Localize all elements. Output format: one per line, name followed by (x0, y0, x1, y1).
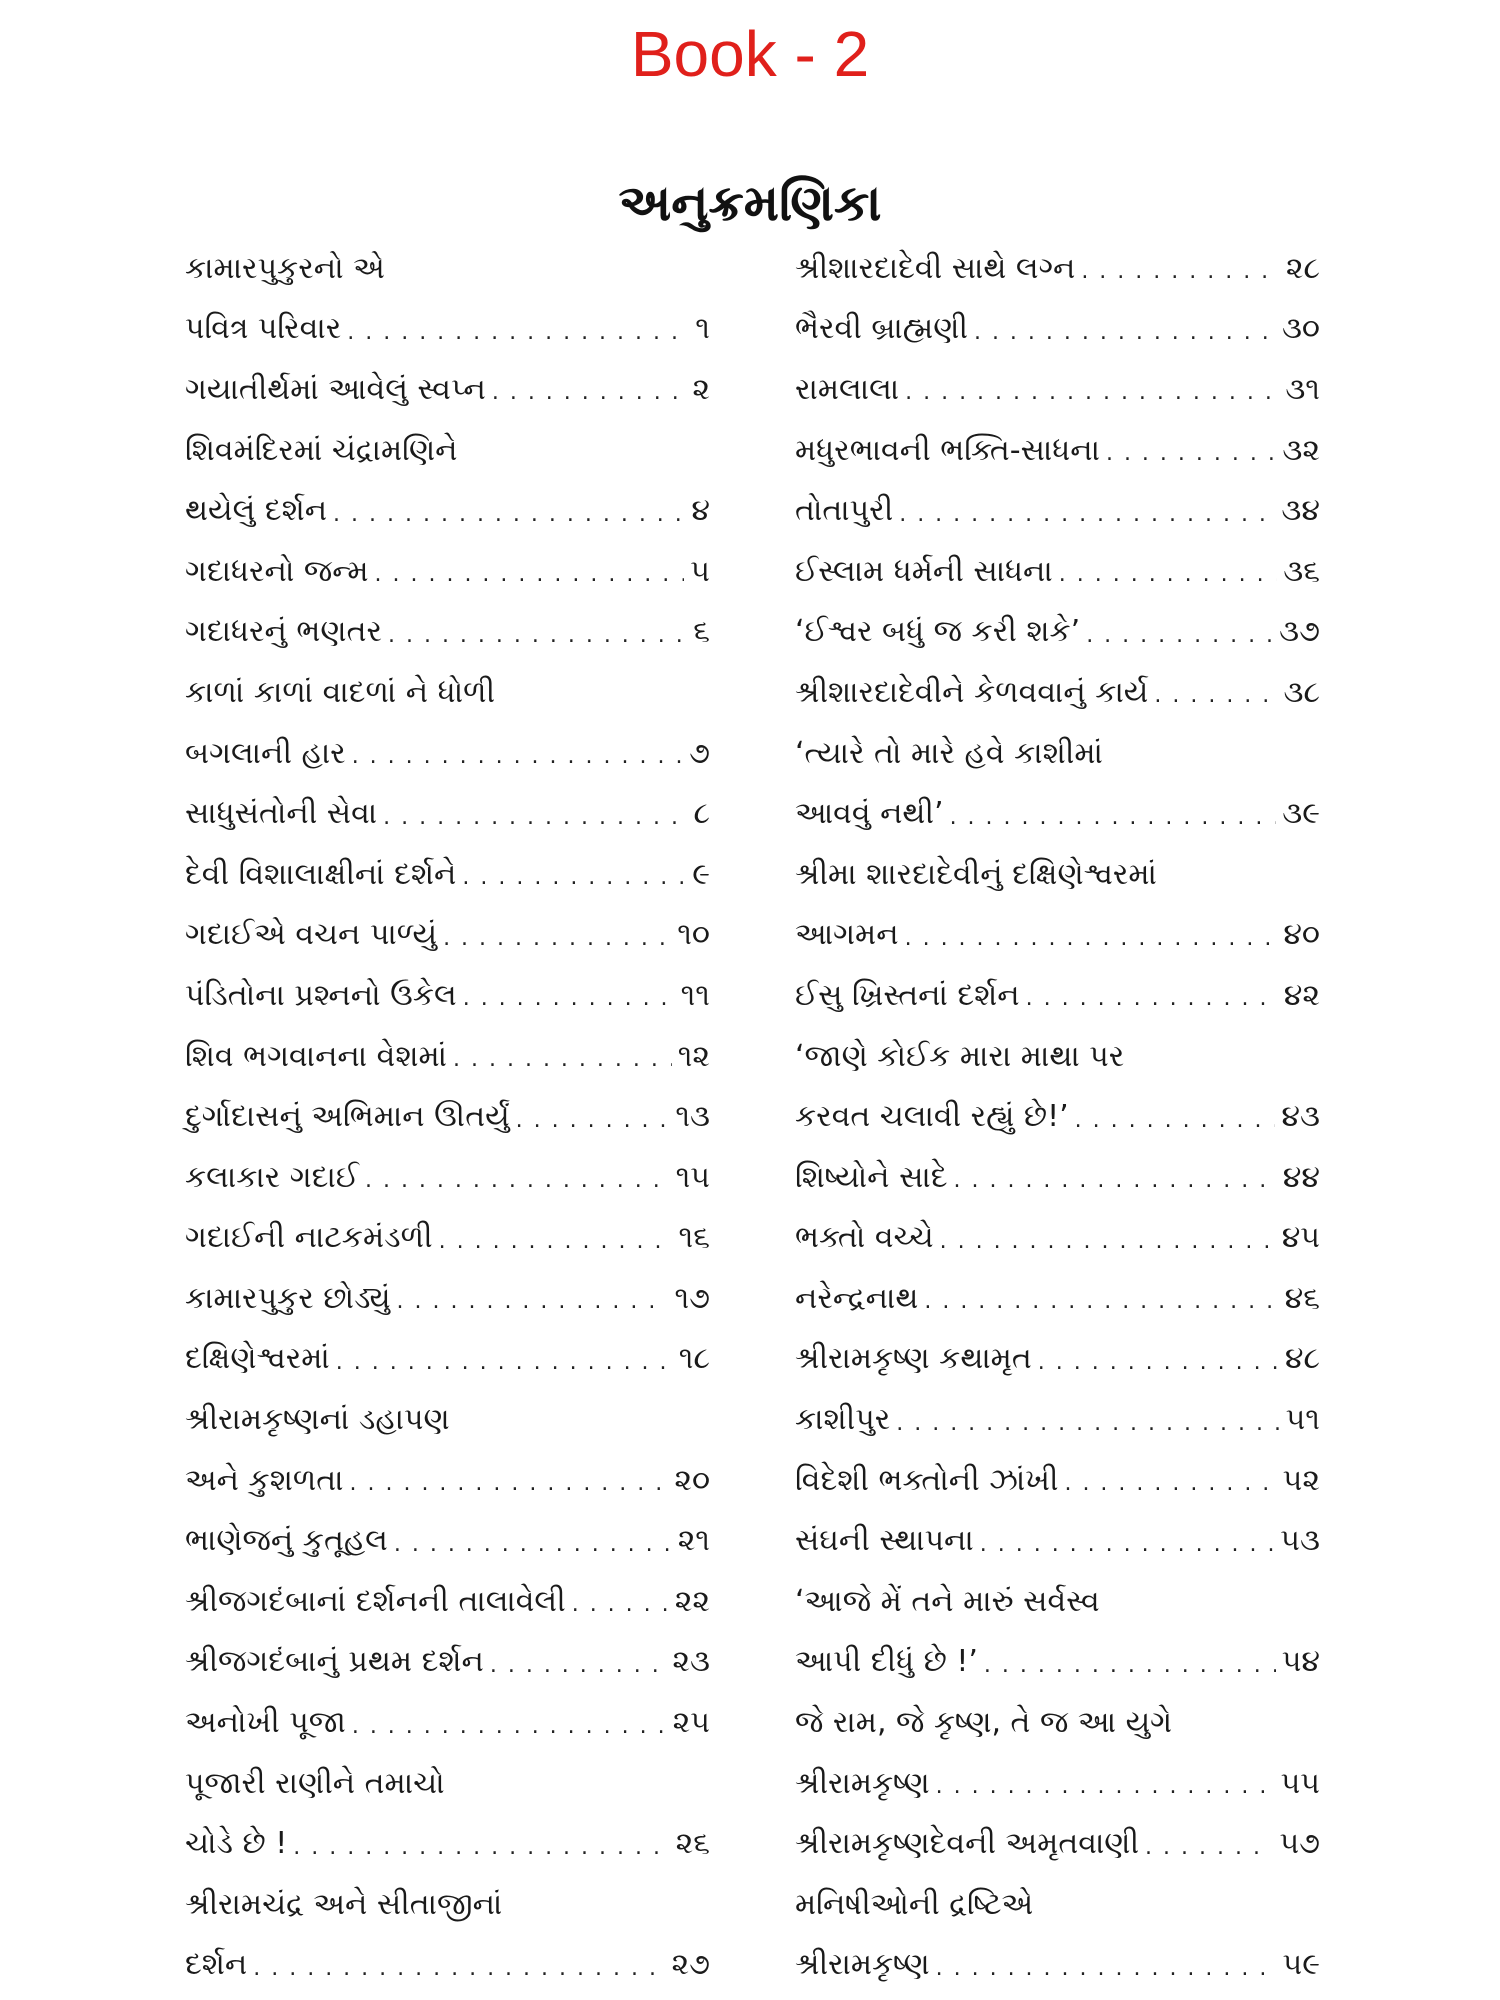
toc-entry-page: ૨૭ (671, 1947, 710, 1983)
toc-entry (185, 299, 710, 360)
toc-left-column (185, 238, 710, 1995)
toc-entry-title: પૂજારી રાણીને તમાચો (185, 1765, 445, 1801)
toc-entry-page: ૮ (693, 796, 710, 832)
dot-leader (1106, 432, 1276, 468)
toc-entry (795, 1389, 1320, 1450)
toc-entry-title: શ્રીરામકૃષ્ણ (795, 1765, 930, 1801)
toc-entry-page: ૨૧ (677, 1523, 710, 1559)
dot-leader (375, 553, 685, 589)
dot-leader (984, 1644, 1276, 1680)
toc-entry-title: શ્રીશારદાદેવીને કેળવવાનું કાર્ય (795, 674, 1149, 710)
toc-entry-title: શિવ ભગવાનના વેશમાં (185, 1038, 448, 1074)
toc-entry (185, 1753, 710, 1814)
dot-leader (1145, 1826, 1273, 1862)
toc-entry-page: ૧૬ (678, 1220, 710, 1256)
dot-leader (950, 796, 1277, 832)
toc-entry-page: ૪ (691, 493, 710, 529)
toc-entry (185, 480, 710, 541)
toc-entry-page: ૧૦ (677, 917, 710, 953)
dot-leader (347, 311, 689, 347)
toc-entry-title: સાધુસંતોની સેવા (185, 796, 378, 832)
toc-entry-page: ૧૩ (675, 1099, 710, 1135)
toc-entry-title: જે રામ, જે કૃષ્ણ, તે જ આ યુગે (795, 1705, 1173, 1741)
toc-entry-page: ૫૯ (1282, 1947, 1320, 1983)
toc-entry-title: શ્રીજગદંબાનાં દર્શનની તાલાવેલી (185, 1583, 566, 1619)
dot-leader (388, 614, 687, 650)
toc-entry-page: ૬ (693, 614, 710, 650)
toc-entry-title: શ્રીરામકૃષ્ણ (795, 1947, 930, 1983)
toc-entry (795, 1692, 1320, 1753)
toc-entry-page: ૧૫ (675, 1159, 710, 1195)
dot-leader (1064, 1462, 1276, 1498)
toc-entry (185, 1571, 710, 1632)
dot-leader (462, 856, 686, 892)
dot-leader (940, 1220, 1276, 1256)
dot-leader (333, 493, 685, 529)
toc-entry (185, 662, 710, 723)
toc-entry (795, 238, 1320, 299)
toc-entry-title: પવિત્ર પરિવાર (185, 311, 342, 347)
toc-right-column (795, 238, 1320, 1995)
dot-leader (905, 917, 1278, 953)
toc-entry-page: ૨૮ (1285, 250, 1320, 286)
toc-entry-page: ૪૦ (1283, 917, 1320, 953)
dot-leader (896, 1402, 1279, 1438)
toc-entry (185, 1026, 710, 1087)
toc-entry-title: અને કુશળતા (185, 1462, 344, 1498)
toc-entry-page: ૨૦ (674, 1462, 710, 1498)
toc-entry-page: ૯ (692, 856, 710, 892)
toc-entry-title: આપી દીધું છે !’ (795, 1644, 978, 1680)
toc-entry (185, 1813, 710, 1874)
toc-entry-page: ૪૬ (1284, 1280, 1320, 1316)
toc-entry (185, 1510, 710, 1571)
dot-leader (899, 493, 1275, 529)
toc-entry-page: ૨ (692, 371, 710, 407)
dot-leader (516, 1099, 670, 1135)
dot-leader (253, 1947, 665, 1983)
toc-entry-page: ૧૮ (678, 1341, 710, 1377)
toc-entry-title: શિષ્યોને સાદે (795, 1159, 948, 1195)
toc-entry-title: ‘જાણે કોઈક મારા માથા પર (795, 1038, 1125, 1074)
toc-entry (185, 541, 710, 602)
toc-entry-page: ૭ (689, 735, 710, 771)
dot-leader (1075, 1099, 1276, 1135)
toc-entry (185, 1147, 710, 1208)
toc-entry (185, 1208, 710, 1269)
toc-entry-title: દક્ષિણેશ્વરમાં (185, 1341, 330, 1377)
dot-leader (980, 1523, 1275, 1559)
dot-leader (936, 1765, 1275, 1801)
toc-entry-title: નરેન્દ્રનાથ (795, 1280, 919, 1316)
dot-leader (936, 1947, 1277, 1983)
dot-leader (350, 1462, 669, 1498)
dot-leader (352, 735, 683, 771)
toc-entry-title: ‘ત્યારે તો મારે હવે કાશીમાં (795, 735, 1103, 771)
toc-entry-page: ૫૨ (1282, 1462, 1320, 1498)
dot-leader (572, 1583, 669, 1619)
toc-entry (795, 299, 1320, 360)
dot-leader (453, 1038, 672, 1074)
toc-entry-title: વિદેશી ભક્તોની ઝાંખી (795, 1462, 1059, 1498)
toc-entry-page: ૧ (695, 311, 710, 347)
dot-leader (490, 1644, 667, 1680)
toc-entry-title: ‘ઈશ્વર બધું જ કરી શકે’ (795, 614, 1081, 650)
toc-entry (795, 1268, 1320, 1329)
toc-entry (185, 1692, 710, 1753)
dot-leader (293, 1826, 669, 1862)
toc-entry (185, 1086, 710, 1147)
toc-entry-title: તોતાપુરી (795, 493, 894, 529)
toc-entry (185, 844, 710, 905)
toc-entry (185, 905, 710, 966)
toc-entry-title: શ્રીરામકૃષ્ણદેવની અમૃતવાણી (795, 1826, 1140, 1862)
toc-entry (795, 1026, 1320, 1087)
toc-entry (185, 359, 710, 420)
toc-entry (795, 965, 1320, 1026)
toc-entry (185, 420, 710, 481)
dot-leader (352, 1705, 667, 1741)
toc-entry-page: ૩૧ (1285, 371, 1320, 407)
toc-entry (795, 905, 1320, 966)
toc-entry-title: રામલાલા (795, 371, 900, 407)
toc-entry (795, 1329, 1320, 1390)
dot-leader (365, 1159, 670, 1195)
toc-entry (185, 723, 710, 784)
toc-entry (795, 1813, 1320, 1874)
toc-entry (185, 1632, 710, 1693)
dot-leader (383, 796, 687, 832)
toc-entry-title: ગદાધરનું ભણતર (185, 614, 382, 650)
toc-entry (185, 1268, 710, 1329)
toc-entry-title: કરવત ચલાવી રહ્યું છે!’ (795, 1099, 1069, 1135)
toc-entry-page: ૩૭ (1279, 614, 1320, 650)
toc-entry-title: કામારપુકુર છોડ્યું (185, 1280, 391, 1316)
toc-entry (185, 965, 710, 1026)
toc-entry-title: કાળાં કાળાં વાદળાં ને ધોળી (185, 674, 496, 710)
dot-leader (463, 977, 675, 1013)
toc-entry (795, 480, 1320, 541)
toc-entry-title: સંઘની સ્થાપના (795, 1523, 974, 1559)
dot-leader (954, 1159, 1277, 1195)
toc-entry-title: ચોડે છે ! (185, 1826, 288, 1862)
toc-entry (795, 783, 1320, 844)
toc-entry (795, 1753, 1320, 1814)
toc-entry-title: ગદાઈએ વચન પાળ્યું (185, 917, 438, 953)
toc-entry-title: બગલાની હાર (185, 735, 346, 771)
toc-entry (795, 1874, 1320, 1935)
toc-entry-page: ૩૨ (1282, 432, 1320, 468)
toc-entry-title: ભૈરવી બ્રાહ્મણી (795, 311, 968, 347)
toc-entry-page: ૨૩ (672, 1644, 710, 1680)
toc-entry (795, 1450, 1320, 1511)
toc-entry-page: ૧૭ (674, 1280, 710, 1316)
dot-leader (492, 371, 687, 407)
toc-entry-page: ૧૨ (677, 1038, 710, 1074)
dot-leader (336, 1341, 673, 1377)
toc-entry (795, 359, 1320, 420)
toc-entry-page: ૨૨ (674, 1583, 710, 1619)
toc-entry (795, 1147, 1320, 1208)
toc-entry-title: ગદાઈની નાટકમંડળી (185, 1220, 433, 1256)
toc-entry-page: ૩૯ (1282, 796, 1320, 832)
toc-entry (185, 1935, 710, 1996)
toc-entry-title: કાશીપુર (795, 1402, 891, 1438)
toc-entry-title: અનોખી પૂજા (185, 1705, 346, 1741)
toc-entry-title: ઈસુ ખ્રિસ્તનાં દર્શન (795, 977, 1020, 1013)
page-title: અનુક્રમણિકા (618, 174, 882, 232)
dot-leader (439, 1220, 673, 1256)
dot-leader (924, 1280, 1278, 1316)
book-label: Book - 2 (630, 18, 870, 90)
toc-entry (185, 1329, 710, 1390)
toc-entry-page: ૧૧ (680, 977, 710, 1013)
toc-entry-title: આવવું નથી’ (795, 796, 944, 832)
toc-entry-page: ૪૮ (1284, 1341, 1320, 1377)
toc-entry-title: મનિષીઓની દ્રષ્ટિએ (795, 1886, 1034, 1922)
toc-entry (185, 602, 710, 663)
toc-entry (795, 1086, 1320, 1147)
toc-entry (795, 602, 1320, 663)
toc-entry-title: ઈસ્લામ ધર્મની સાધના (795, 553, 1053, 589)
toc-entry-page: ૪૪ (1282, 1159, 1320, 1195)
toc-entry (795, 1208, 1320, 1269)
toc-entry-page: ૪૩ (1281, 1099, 1320, 1135)
toc-entry-title: ભાણેજનું કુતૂહલ (185, 1523, 388, 1559)
toc-entry (795, 1510, 1320, 1571)
toc-entry (185, 1389, 710, 1450)
toc-entry-title: થયેલું દર્શન (185, 493, 328, 529)
dot-leader (394, 1523, 672, 1559)
dot-leader (1154, 674, 1277, 710)
toc-entry (185, 1874, 710, 1935)
toc-entry-page: ૫૫ (1280, 1765, 1320, 1801)
dot-leader (1059, 553, 1277, 589)
toc-entry (795, 1935, 1320, 1996)
toc-entry-title: દર્શન (185, 1947, 248, 1983)
toc-entry-page: ૩૦ (1281, 311, 1320, 347)
toc-entry (795, 1571, 1320, 1632)
dot-leader (974, 311, 1276, 347)
toc-entry-title: શ્રીમા શારદાદેવીનું દક્ષિણેશ્વરમાં (795, 856, 1157, 892)
toc-entry (795, 1632, 1320, 1693)
toc-entry-title: શ્રીજગદંબાનું પ્રથમ દર્શન (185, 1644, 484, 1680)
toc-entry (185, 238, 710, 299)
dot-leader (905, 371, 1279, 407)
dot-leader (1081, 250, 1280, 286)
toc-entry-title: ‘આજે મેં તને મારું સર્વસ્વ (795, 1583, 1100, 1619)
toc-entry-page: ૫૧ (1285, 1402, 1320, 1438)
toc-entry-title: કલાકાર ગદાઈ (185, 1159, 359, 1195)
toc-entry-title: ગયાતીર્થમાં આવેલું સ્વપ્ન (185, 371, 486, 407)
toc-entry-title: દેવી વિશાલાક્ષીનાં દર્શને (185, 856, 457, 892)
toc-entry-title: મધુરભાવની ભક્તિ-સાધના (795, 432, 1100, 468)
toc-entry-title: પંડિતોના પ્રશ્નનો ઉકેલ (185, 977, 457, 1013)
toc-entry-page: ૨૬ (675, 1826, 710, 1862)
toc-entry-title: ભક્તો વચ્ચે (795, 1220, 934, 1256)
toc-entry-page: ૪૨ (1283, 977, 1320, 1013)
toc-entry (185, 783, 710, 844)
toc-entry (795, 541, 1320, 602)
toc-entry-title: દુર્ગાદાસનું અભિમાન ઊતર્યું (185, 1099, 510, 1135)
toc-entry-page: ૩૬ (1283, 553, 1320, 589)
toc-entry-page: ૩૪ (1281, 493, 1320, 529)
dot-leader (443, 917, 671, 953)
toc-entry (795, 662, 1320, 723)
toc-entry (795, 844, 1320, 905)
toc-entry-title: કામારપુકુરનો એ (185, 250, 385, 286)
toc-entry-title: ગદાધરનો જન્મ (185, 553, 369, 589)
toc-entry-page: ૫ (690, 553, 710, 589)
toc-entry-title: શિવમંદિરમાં ચંદ્રામણિને (185, 432, 458, 468)
toc-entry-page: ૫૩ (1280, 1523, 1320, 1559)
toc-entry-title: શ્રીરામકૃષ્ણ કથામૃત (795, 1341, 1032, 1377)
dot-leader (1038, 1341, 1279, 1377)
toc-entry-page: ૫૭ (1279, 1826, 1320, 1862)
toc-entry-page: ૫૪ (1281, 1644, 1320, 1680)
toc-entry (185, 1450, 710, 1511)
dot-leader (397, 1280, 669, 1316)
toc-entry-title: શ્રીરામચંદ્ર અને સીતાજીનાં (185, 1886, 503, 1922)
toc-entry-title: શ્રીરામકૃષ્ણનાં ડહાપણ (185, 1402, 450, 1438)
toc-entry-title: શ્રીશારદાદેવી સાથે લગ્ન (795, 250, 1076, 286)
toc-entry (795, 723, 1320, 784)
toc-entry-page: ૨૫ (672, 1705, 710, 1741)
dot-leader (1086, 614, 1273, 650)
dot-leader (1026, 977, 1278, 1013)
toc-entry (795, 420, 1320, 481)
toc-entry-title: આગમન (795, 917, 899, 953)
toc-entry-page: ૩૮ (1283, 674, 1320, 710)
toc-entry-page: ૪૫ (1281, 1220, 1320, 1256)
